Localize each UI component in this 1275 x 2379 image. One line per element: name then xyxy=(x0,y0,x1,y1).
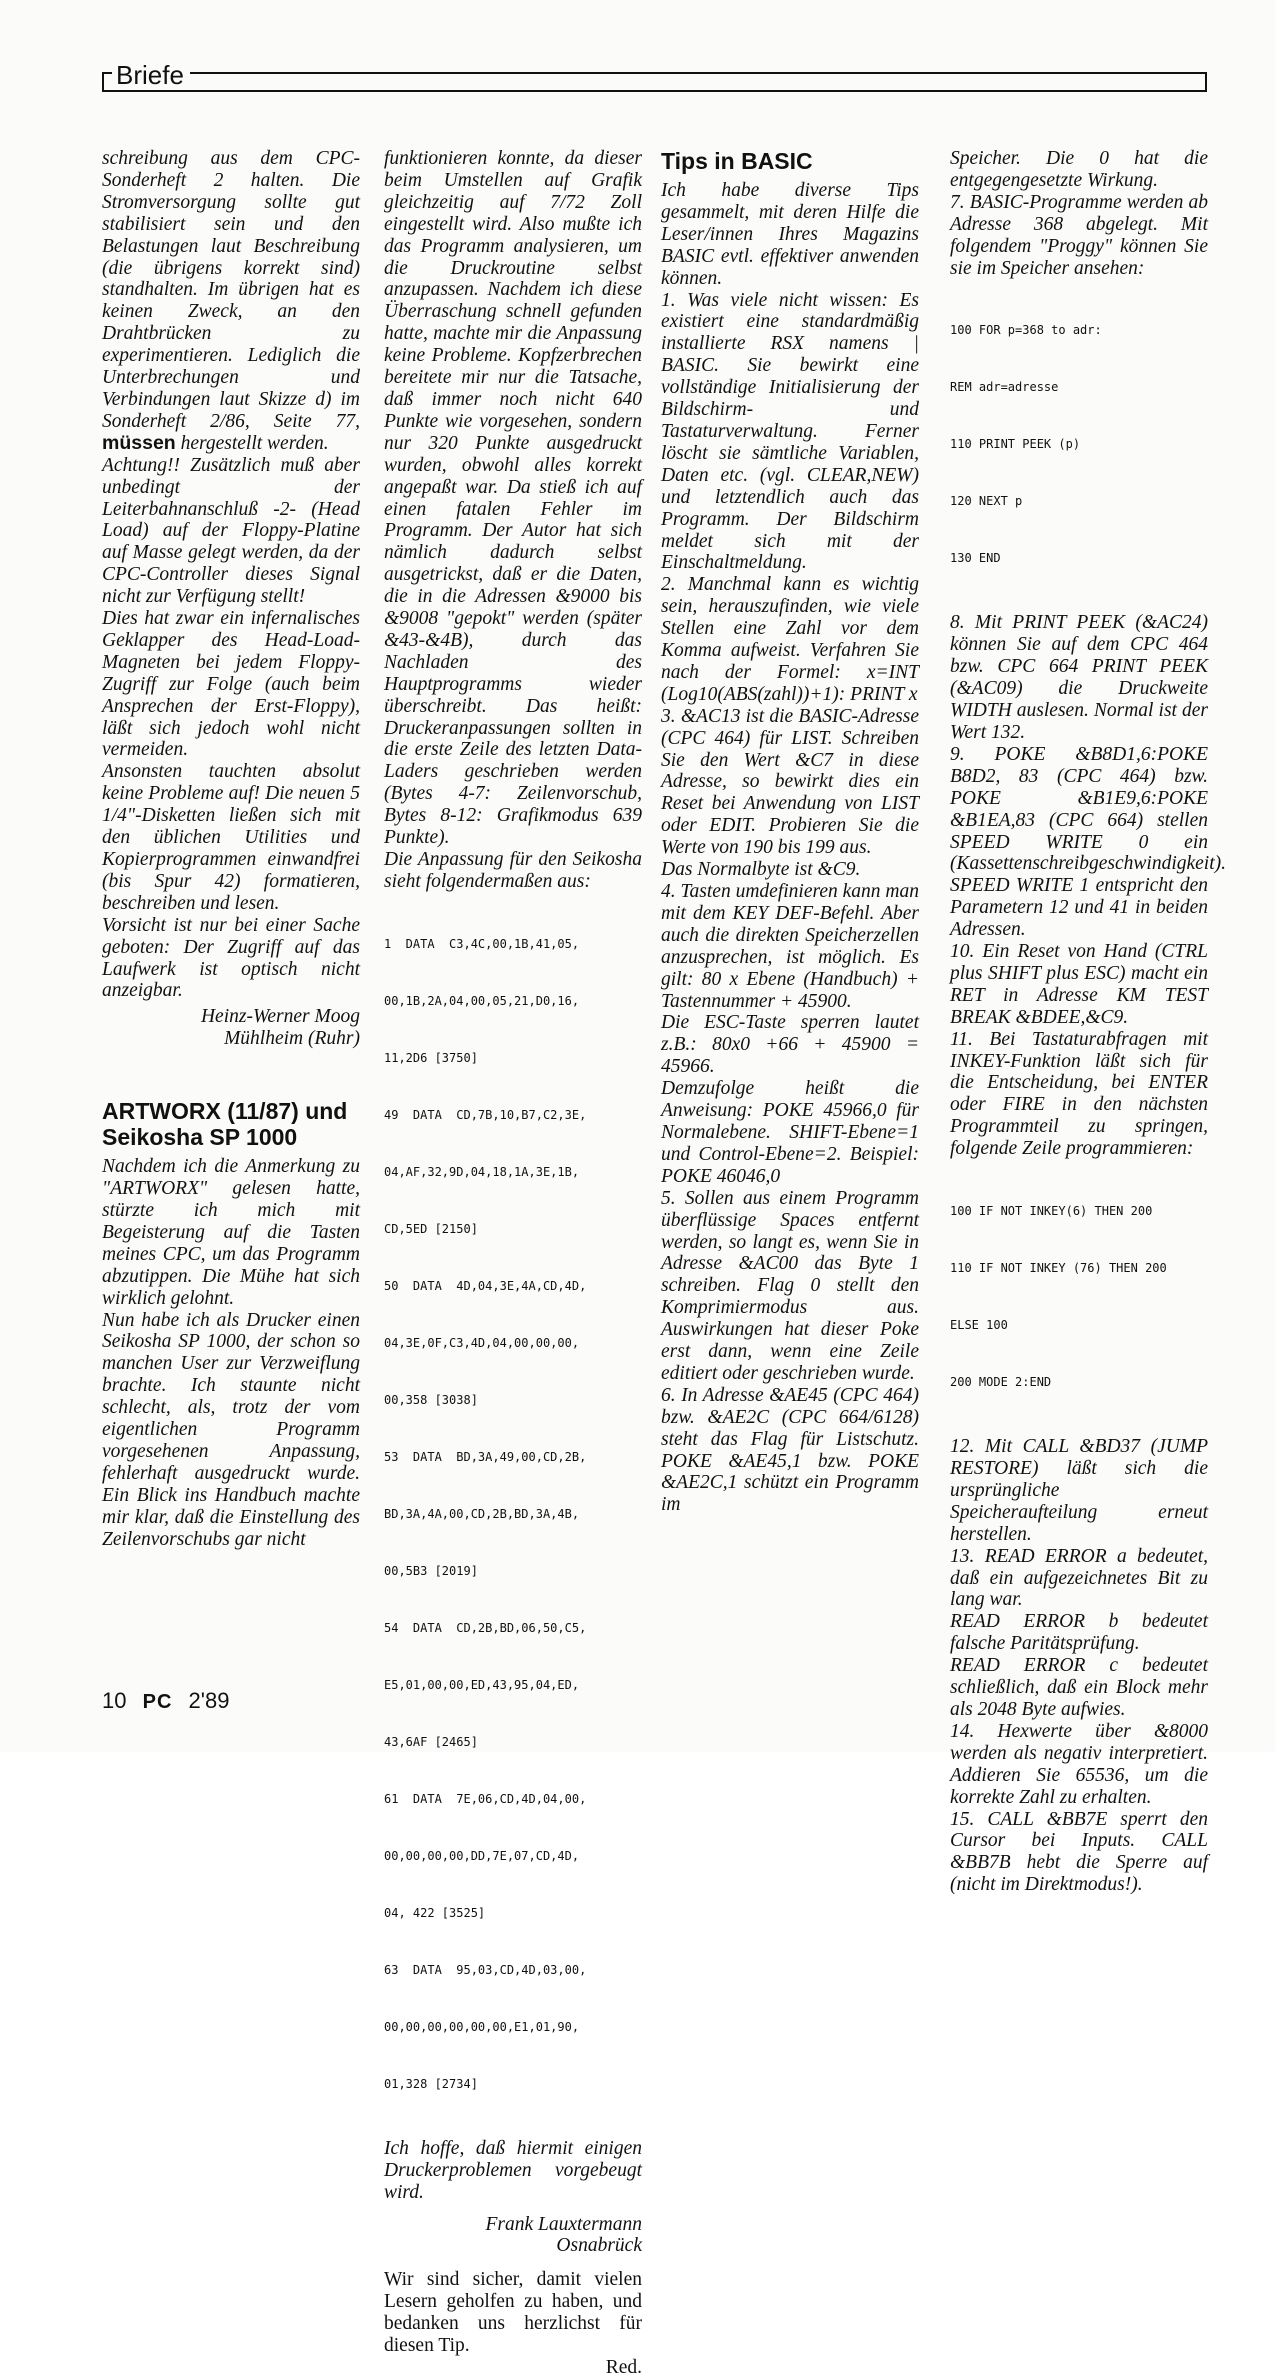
code-line: CD,5ED [2150] xyxy=(384,1221,478,1236)
page-number: 10 xyxy=(102,1688,127,1713)
paragraph: 10. Ein Reset von Hand (CTRL plus SHIFT plus ESC) macht ein RET in Adresse KM TEST BREAK &BDEE,&C9. xyxy=(950,941,1208,1028)
paragraph: 11. Bei Tastaturabfragen mit INKEY-Funktion läßt sich für die Entscheidung, bei ENTER oder FIRE in den nächsten Programmteil zu springen, folgende Zeile programmieren: xyxy=(950,1028,1208,1160)
issue-number: 2'89 xyxy=(188,1688,230,1713)
code-listing xyxy=(384,897,642,2132)
column-2 xyxy=(384,148,642,2379)
paragraph: Die ESC-Taste sperren lautet z.B.: 80x0 +66 + 45900 = 45966. xyxy=(661,1012,919,1078)
column-4 xyxy=(950,148,1227,1896)
paragraph: schreibung aus dem CPC-Sonderheft 2 halten. Die Stromversorgung sollte gut stabilisiert sein und den Belastungen laut Beschreibung (die übrigens korrekt sind) standhalten. Im übrigen hat es keinen Zweck, an den Drahtbrücken zu experimentieren. Lediglich die Unterbrechungen und Verbindungen laut Skizze d) im Sonderheft 2/86, Seite 77, müssen hergestellt werden. xyxy=(102,148,360,454)
code-line: E5,01,00,00,ED,43,95,04,ED, xyxy=(384,1677,580,1692)
paragraph: Ansonsten tauchten absolut keine Probleme auf! Die neuen 5 1/4"-Disketten ließen sich mit den üblichen Utilities und Kopierprogrammen einwandfrei (bis Spur 42) formatieren, beschreiben und lesen. xyxy=(102,761,360,914)
paragraph: READ ERROR b bedeutet falsche Paritätsprüfung. xyxy=(950,1611,1208,1655)
column-1 xyxy=(102,148,360,1550)
code-line: 200 MODE 2:END xyxy=(950,1375,1052,1390)
paragraph: SPEED WRITE 1 entspricht den Parametern 12 und 41 in beiden Adressen. xyxy=(950,875,1208,941)
code-line: BD,3A,4A,00,CD,2B,BD,3A,4B, xyxy=(384,1506,580,1521)
paragraph: 2. Manchmal kann es wichtig sein, herauszufinden, wie viele Stellen eine Zahl vor dem Komma aufweist. Verfahren Sie nach der Formel: x=INT (Log10(ABS(zahl))+1): PRINT x xyxy=(661,574,919,705)
paragraph: 8. Mit PRINT PEEK (&AC24) können Sie auf dem CPC 464 bzw. CPC 664 PRINT PEEK (&AC09) die Druckweite WIDTH auslesen. Normal ist der Wert 132. xyxy=(950,612,1208,743)
editor-signature: Red. xyxy=(605,2356,642,2378)
code-line: 54 DATA CD,2B,BD,06,50,C5, xyxy=(384,1620,587,1635)
paragraph: 13. READ ERROR a bedeutet, daß ein aufgezeichnetes Bit zu lang war. xyxy=(950,1545,1208,1611)
paragraph: Demzufolge heißt die Anweisung: POKE 45966,0 für Normalebene. SHIFT-Ebene=1 und Control-Ebene=2. Beispiel: POKE 46046,0 xyxy=(661,1078,919,1187)
paragraph: Ich hoffe, daß hiermit einigen Druckerproblemen vorgebeugt wird. xyxy=(384,2137,642,2203)
paragraph: Speicher. Die 0 hat die entgegengesetzte Wirkung. xyxy=(950,148,1208,191)
code-line: 53 DATA BD,3A,49,00,CD,2B, xyxy=(384,1449,587,1464)
signature-city: Osnabrück xyxy=(556,2235,642,2257)
code-line: 11,2D6 [3750] xyxy=(384,1050,478,1065)
code-line: 43,6AF [2465] xyxy=(384,1734,478,1749)
code-line: 100 IF NOT INKEY(6) THEN 200 xyxy=(950,1204,1153,1219)
editor-note: Wir sind sicher, damit vielen Lesern geholfen zu haben, und bedanken uns herzlichst für diesen Tip. xyxy=(384,2269,642,2357)
paragraph: Achtung!! Zusätzlich muß aber unbedingt der Leiterbahnanschluß -2- (Head Load) auf der Floppy-Platine auf Masse gelegt werden, da der CPC-Controller dieses Signal nicht zur Verfügung stellt! xyxy=(102,454,360,608)
letter-title: Tips in BASIC xyxy=(661,148,813,174)
code-line: 04,AF,32,9D,04,18,1A,3E,1B, xyxy=(384,1164,580,1179)
paragraph: Die Anpassung für den Seikosha sieht folgendermaßen aus: xyxy=(384,849,642,892)
code-line: 100 FOR p=368 to adr: xyxy=(950,323,1102,338)
header-rule xyxy=(102,72,1207,92)
code-line: 04,3E,0F,C3,4D,04,00,00,00, xyxy=(384,1335,580,1350)
paragraph: Ich habe diverse Tips gesammelt, mit deren Hilfe die Leser/innen Ihres Magazins BASIC evtl. effektiver anwenden können. xyxy=(661,180,919,289)
code-line: 1 DATA C3,4C,00,1B,41,05, xyxy=(384,936,580,951)
paragraph: 6. In Adresse &AE45 (CPC 464) bzw. &AE2C (CPC 664/6128) steht das Flag für Listschutz. POKE &AE45,1 bzw. POKE &AE2C,1 schützt ein Programm im xyxy=(661,1384,919,1516)
code-line: 00,00,00,00,00,00,E1,01,90, xyxy=(384,2019,580,2034)
paragraph: 12. Mit CALL &BD37 (JUMP RESTORE) läßt sich die ursprüngliche Speicheraufteilung erneut herstellen. xyxy=(950,1436,1208,1545)
code-line: 110 IF NOT INKEY (76) THEN 200 xyxy=(950,1261,1167,1276)
code-line: 120 NEXT p xyxy=(950,494,1023,509)
paragraph: Das Normalbyte ist &C9. xyxy=(661,859,861,881)
emphasis: müssen xyxy=(102,431,176,454)
code-line: 130 END xyxy=(950,551,1001,566)
paragraph: 1. Was viele nicht wissen: Es existiert eine standardmäßig installierte RSX namens | BASIC. Sie bewirkt eine vollständige Initialisierung der Bildschirm- und Tastaturverwaltung. Ferner löscht sie sämtliche Variablen, Daten etc. (vgl. CLEAR,NEW) und letztendlich auch das Programm. Der Bildschirm meldet sich mit der Einschaltmeldung. xyxy=(661,289,919,574)
signature-city: Mühlheim (Ruhr) xyxy=(224,1028,360,1050)
code-line: ELSE 100 xyxy=(950,1318,1008,1333)
paragraph: READ ERROR c bedeutet schließlich, daß ein Block mehr als 2048 Byte aufwies. xyxy=(950,1655,1208,1720)
code-listing xyxy=(950,1164,1208,1430)
code-line: 61 DATA 7E,06,CD,4D,04,00, xyxy=(384,1791,587,1806)
magazine-logo: PC xyxy=(142,1691,173,1713)
paragraph: funktionieren konnte, da dieser beim Umstellen auf Grafik gleichzeitig auf 7/72 Zoll eingestellt wird. Also mußte ich das Programm analysieren, um die Druckroutine selbst anzupassen. Nachdem ich diese Überraschung schnell gefunden hatte, machte mir die Anpassung keine Probleme. Kopfzerbrechen bereitete mir nur die Tatsache, daß immer noch nicht 640 Punkte wie vorgesehen, sondern nur 320 Punkte ausgedruckt wurden, obwohl alles korrekt angepaßt war. Da stieß ich auf einen fatalen Fehler im Programm. Der Autor hat sich nämlich dadurch selbst ausgetrickst, daß er die Daten, die in die Adressen &9000 bis &9008 "gepokt" werden (später &43-&4B), durch das Nachladen des Hauptprogramms wieder überschreibt. Das heißt: Druckeranpassungen sollten in die erste Zeile des letzten Data-Laders geschrieben werden (Bytes 4-7: Zeilenvorschub, Bytes 8-12: Grafikmodus 639 Punkte). xyxy=(384,148,642,849)
code-line: 50 DATA 4D,04,3E,4A,CD,4D, xyxy=(384,1278,587,1293)
code-line: 49 DATA CD,7B,10,B7,C2,3E, xyxy=(384,1107,587,1122)
code-line: 01,328 [2734] xyxy=(384,2076,478,2091)
code-line: 110 PRINT PEEK (p) xyxy=(950,437,1081,452)
signature-name: Frank Lauxtermann xyxy=(485,2213,642,2235)
paragraph: Nachdem ich die Anmerkung zu "ARTWORX" gelesen hatte, stürzte ich mich mit Begeisterung auf die Tasten meines CPC, um das Programm abzutippen. Die Mühe hat sich wirklich gelohnt. xyxy=(102,1156,360,1309)
code-line: 04, 422 [3525] xyxy=(384,1905,486,1920)
paragraph: 9. POKE &B8D1,6:POKE B8D2, 83 (CPC 464) bzw. POKE &B1E9,6:POKE &B1EA,83 (CPC 664) stellen SPEED WRITE 0 ein (Kassettenschreibgeschwindigkeit). xyxy=(950,743,1227,875)
paragraph: 3. &AC13 ist die BASIC-Adresse (CPC 464) für LIST. Schreiben Sie den Wert &C7 in diese Adresse, so bewirkt dies ein Reset bei Anwendung von LIST oder EDIT. Probieren Sie die Werte von 190 bis 199 aus. xyxy=(661,705,919,859)
letter-title: ARTWORX (11/87) und Seikosha SP 1000 xyxy=(102,1098,348,1151)
code-line: 00,1B,2A,04,00,05,21,D0,16, xyxy=(384,993,580,1008)
paragraph: 14. Hexwerte über &8000 werden als negativ interpretiert. Addieren Sie 65536, um die korrekte Zahl zu erhalten. xyxy=(950,1720,1208,1808)
paragraph: 7. BASIC-Programme werden ab Adresse 368 abgelegt. Mit folgendem "Proggy" können Sie sie im Speicher ansehen: xyxy=(950,191,1208,279)
column-3 xyxy=(661,148,919,1516)
signature-name: Heinz-Werner Moog xyxy=(200,1006,360,1028)
paragraph: 5. Sollen aus einem Programm überflüssige Spaces entfernt werden, so langt es, wenn Sie in Adresse &AC00 das Byte 1 schreiben. Flag 0 stellt den Komprimiermodus aus. Auswirkungen hat dieser Poke erst dann, wenn eine Zeile editiert oder geschrieben wurde. xyxy=(661,1187,919,1384)
section-title: Briefe xyxy=(112,60,190,90)
code-line: REM adr=adresse xyxy=(950,380,1059,395)
paragraph: 4. Tasten umdefinieren kann man mit dem KEY DEF-Befehl. Aber auch die direkten Speicherzellen anzusprechen, ist möglich. Es gilt: 80 x Ebene (Handbuch) + Tastennummer + 45900. xyxy=(661,881,919,1012)
paragraph: 15. CALL &BB7E sperrt den Cursor bei Inputs. CALL &BB7B hebt die Sperre auf (nicht im Direktmodus!). xyxy=(950,1808,1208,1896)
paragraph: Nun habe ich als Drucker einen Seikosha SP 1000, der schon so manchen User zur Verzweiflung brachte. Ich staunte nicht schlecht, als, trotz der vom eigentlichen Programm vorgesehenen Anpassung, fehlerhaft ausgedruckt wurde. Ein Blick ins Handbuch machte mir klar, daß die Einstellung des Zeilenvorschubs gar nicht xyxy=(102,1309,360,1550)
paragraph: Dies hat zwar ein infernalisches Geklapper des Head-Load-Magneten bei jedem Floppy-Zugriff zur Folge (auch beim Ansprechen der Erst-Floppy), läßt sich jedoch wohl nicht vermeiden. xyxy=(102,608,360,761)
code-line: 00,5B3 [2019] xyxy=(384,1563,478,1578)
page-footer xyxy=(102,1688,229,1715)
code-line: 00,00,00,00,DD,7E,07,CD,4D, xyxy=(384,1848,580,1863)
code-line: 63 DATA 95,03,CD,4D,03,00, xyxy=(384,1962,587,1977)
code-line: 00,358 [3038] xyxy=(384,1392,478,1407)
paragraph: Vorsicht ist nur bei einer Sache geboten: Der Zugriff auf das Laufwerk ist optisch nicht anzeigbar. xyxy=(102,914,360,1002)
code-listing xyxy=(950,283,1208,606)
